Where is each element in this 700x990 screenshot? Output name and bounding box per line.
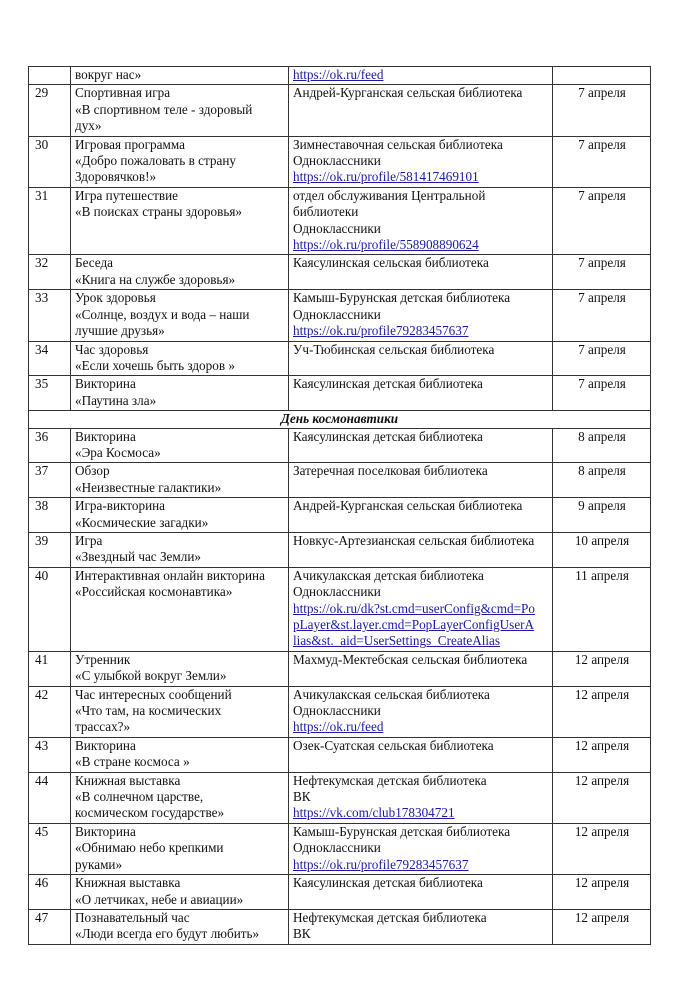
place-cell	[289, 67, 553, 85]
event-text: Здоровячков!»	[75, 169, 157, 185]
event-cell	[71, 772, 289, 823]
event-text: «Книга на службе здоровья»	[75, 271, 236, 287]
place-text: Зимнеставочная сельская библиотека	[293, 136, 503, 152]
place-text: ВК	[293, 926, 311, 942]
event-text: Спортивная игра	[75, 85, 171, 101]
event-date: 7 апреля	[553, 255, 651, 290]
document-page	[28, 66, 650, 945]
place-text: Затеречная поселковая библиотека	[293, 463, 488, 479]
events-table-body-1	[29, 67, 651, 411]
event-text: «Добро пожаловать в страну	[75, 153, 236, 169]
event-text: «Космические загадки»	[75, 514, 209, 530]
place-text: Каясулинская детская библиотека	[293, 376, 483, 392]
event-text: «Звездный час Земли»	[75, 549, 201, 565]
event-cell	[71, 255, 289, 290]
event-cell	[71, 67, 289, 85]
event-text: «О летчиках, небе и авиации»	[75, 891, 244, 907]
place-cell	[289, 463, 553, 498]
row-number: 30	[29, 136, 71, 187]
row-number	[29, 67, 71, 85]
event-date: 7 апреля	[553, 376, 651, 411]
event-text: «В спортивном теле - здоровый	[75, 101, 253, 117]
row-number: 44	[29, 772, 71, 823]
event-text: Викторина	[75, 376, 136, 392]
event-cell	[71, 290, 289, 341]
row-number: 42	[29, 686, 71, 737]
event-text: «В стране космоса »	[75, 754, 190, 770]
event-date: 10 апреля	[553, 532, 651, 567]
place-text: Камыш-Бурунская детская библиотека	[293, 290, 511, 306]
table-row	[29, 909, 651, 944]
social-link[interactable]: pLayer&st.layer.cmd=PopLayerConfigUserA	[293, 617, 535, 632]
row-number: 46	[29, 875, 71, 910]
event-text: «Неизвестные галактики»	[75, 479, 222, 495]
event-text: «Обнимаю небо крепкими	[75, 840, 224, 856]
event-text: Интерактивная онлайн викторина	[75, 567, 265, 583]
place-text: Андрей-Курганская сельская библиотека	[293, 85, 523, 101]
table-row	[29, 737, 651, 772]
place-cell	[289, 376, 553, 411]
section-header-row	[29, 411, 651, 428]
place-cell	[289, 136, 553, 187]
table-row	[29, 136, 651, 187]
table-row	[29, 463, 651, 498]
event-text: «В солнечном царстве,	[75, 789, 204, 805]
place-text: Ачикулакская сельская библиотека	[293, 686, 490, 702]
event-cell	[71, 909, 289, 944]
table-row	[29, 67, 651, 85]
social-link[interactable]: lias&st._aid=UserSettings_CreateAlias	[293, 633, 501, 649]
place-text: Одноклассники	[293, 703, 381, 719]
event-date	[553, 67, 651, 85]
event-text: «С улыбкой вокруг Земли»	[75, 668, 227, 684]
place-text: Новкус-Артезианская сельская библиотека	[293, 532, 535, 548]
social-link[interactable]: https://ok.ru/dk?st.cmd=userConfig&cmd=Po	[293, 600, 535, 616]
event-text: лучшие друзья»	[75, 323, 165, 339]
event-cell	[71, 686, 289, 737]
table-row	[29, 686, 651, 737]
place-text: Каясулинская сельская библиотека	[293, 255, 489, 271]
place-cell	[289, 255, 553, 290]
event-date: 7 апреля	[553, 341, 651, 376]
event-text: Игровая программа	[75, 136, 185, 152]
place-text: Махмуд-Мектебская сельская библиотека	[293, 651, 528, 667]
event-text: Час интересных сообщений	[75, 686, 232, 702]
place-cell	[289, 823, 553, 874]
event-date: 12 апреля	[553, 875, 651, 910]
event-text: «Паутина зла»	[75, 392, 157, 408]
event-text: Утренник	[75, 651, 131, 667]
event-text: Викторина	[75, 823, 136, 839]
place-text: Андрей-Курганская сельская библиотека	[293, 498, 523, 514]
row-number: 37	[29, 463, 71, 498]
row-number: 39	[29, 532, 71, 567]
event-cell	[71, 187, 289, 255]
place-text: Нефтекумская детская библиотека	[293, 772, 487, 788]
place-text: Озек-Суатская сельская библиотека	[293, 737, 494, 753]
row-number: 40	[29, 567, 71, 651]
place-cell	[289, 187, 553, 255]
event-cell	[71, 428, 289, 463]
social-link[interactable]: https://ok.ru/profile79283457637	[293, 323, 469, 339]
row-number: 47	[29, 909, 71, 944]
table-row	[29, 376, 651, 411]
place-text: Одноклассники	[293, 840, 381, 856]
event-text: трассах?»	[75, 719, 131, 735]
event-date: 7 апреля	[553, 85, 651, 136]
event-cell	[71, 532, 289, 567]
table-row	[29, 255, 651, 290]
row-number: 38	[29, 498, 71, 533]
table-row	[29, 772, 651, 823]
table-row	[29, 187, 651, 255]
social-link[interactable]: https://ok.ru/profile/558908890624	[293, 237, 479, 253]
event-text: Книжная выставка	[75, 875, 181, 891]
social-link[interactable]: https://ok.ru/feed	[293, 67, 384, 82]
table-row	[29, 567, 651, 651]
event-date: 12 апреля	[553, 686, 651, 737]
event-text: вокруг нас»	[75, 67, 142, 82]
event-date: 8 апреля	[553, 463, 651, 498]
table-row	[29, 85, 651, 136]
place-text: Уч-Тюбинская сельская библиотека	[293, 341, 495, 357]
table-row	[29, 532, 651, 567]
place-text: отдел обслуживания Центральной	[293, 187, 486, 203]
event-date: 7 апреля	[553, 136, 651, 187]
event-text: космическом государстве»	[75, 805, 225, 821]
event-date: 9 апреля	[553, 498, 651, 533]
event-date: 12 апреля	[553, 651, 651, 686]
event-text: Урок здоровья	[75, 290, 156, 306]
place-text: Нефтекумская детская библиотека	[293, 909, 487, 925]
social-link[interactable]: https://ok.ru/feed	[293, 719, 384, 735]
place-cell	[289, 737, 553, 772]
event-cell	[71, 376, 289, 411]
event-text: «Эра Космоса»	[75, 444, 161, 460]
event-cell	[71, 737, 289, 772]
place-text: Каясулинская детская библиотека	[293, 428, 483, 444]
table-row	[29, 290, 651, 341]
event-text: «Солнце, воздух и вода – наши	[75, 306, 250, 322]
place-cell	[289, 875, 553, 910]
event-cell	[71, 823, 289, 874]
row-number: 34	[29, 341, 71, 376]
event-text: «Российская космонавтика»	[75, 584, 233, 600]
event-text: Игра путешествие	[75, 187, 179, 203]
row-number: 33	[29, 290, 71, 341]
place-text: Ачикулакская детская библиотека	[293, 567, 484, 583]
place-text: Камыш-Бурунская детская библиотека	[293, 823, 511, 839]
row-number: 43	[29, 737, 71, 772]
event-cell	[71, 567, 289, 651]
place-text: ВК	[293, 789, 311, 805]
event-text: руками»	[75, 856, 123, 872]
table-row	[29, 875, 651, 910]
event-text: Игра	[75, 532, 103, 548]
event-text: Беседа	[75, 255, 114, 271]
place-text: Одноклассники	[293, 306, 381, 322]
events-table	[28, 66, 651, 945]
social-link[interactable]: https://ok.ru/profile79283457637	[293, 856, 469, 872]
table-row	[29, 341, 651, 376]
event-text: «Люди всегда его будут любить»	[75, 926, 260, 942]
row-number: 29	[29, 85, 71, 136]
place-cell	[289, 686, 553, 737]
place-text: библиотеки	[293, 204, 359, 220]
event-date: 12 апреля	[553, 823, 651, 874]
place-text: Каясулинская детская библиотека	[293, 875, 483, 891]
place-cell	[289, 341, 553, 376]
event-text: «Если хочешь быть здоров »	[75, 357, 235, 373]
place-text: Одноклассники	[293, 153, 381, 169]
table-row	[29, 428, 651, 463]
event-date: 7 апреля	[553, 290, 651, 341]
event-cell	[71, 136, 289, 187]
event-text: Книжная выставка	[75, 772, 181, 788]
table-row	[29, 498, 651, 533]
event-date: 12 апреля	[553, 909, 651, 944]
event-text: «В поисках страны здоровья»	[75, 204, 243, 220]
place-cell	[289, 772, 553, 823]
event-cell	[71, 463, 289, 498]
event-text: Час здоровья	[75, 341, 149, 357]
event-text: Викторина	[75, 737, 136, 753]
social-link[interactable]: https://ok.ru/profile/581417469101	[293, 169, 479, 185]
row-number: 41	[29, 651, 71, 686]
event-cell	[71, 875, 289, 910]
place-cell	[289, 651, 553, 686]
table-row	[29, 651, 651, 686]
event-text: Познавательный час	[75, 909, 190, 925]
row-number: 32	[29, 255, 71, 290]
place-text: Одноклассники	[293, 584, 381, 600]
event-date: 12 апреля	[553, 737, 651, 772]
event-date: 8 апреля	[553, 428, 651, 463]
place-cell	[289, 290, 553, 341]
section-header-row-group	[29, 411, 651, 428]
event-cell	[71, 341, 289, 376]
place-text: Одноклассники	[293, 220, 381, 236]
event-cell	[71, 498, 289, 533]
row-number: 35	[29, 376, 71, 411]
place-cell	[289, 428, 553, 463]
event-date: 11 апреля	[553, 567, 651, 651]
row-number: 31	[29, 187, 71, 255]
event-text: «Что там, на космических	[75, 703, 222, 719]
event-text: Игра-викторина	[75, 498, 166, 514]
place-cell	[289, 567, 553, 651]
event-date: 12 апреля	[553, 772, 651, 823]
section-title: День космонавтики	[29, 411, 651, 428]
event-text: дух»	[75, 118, 102, 134]
event-date: 7 апреля	[553, 187, 651, 255]
table-row	[29, 823, 651, 874]
event-cell	[71, 85, 289, 136]
place-cell	[289, 498, 553, 533]
place-cell	[289, 532, 553, 567]
events-table-body-2	[29, 428, 651, 944]
place-cell	[289, 85, 553, 136]
place-cell	[289, 909, 553, 944]
row-number: 36	[29, 428, 71, 463]
row-number: 45	[29, 823, 71, 874]
social-link[interactable]: https://vk.com/club178304721	[293, 805, 455, 821]
event-text: Обзор	[75, 463, 110, 479]
event-cell	[71, 651, 289, 686]
event-text: Викторина	[75, 428, 136, 444]
